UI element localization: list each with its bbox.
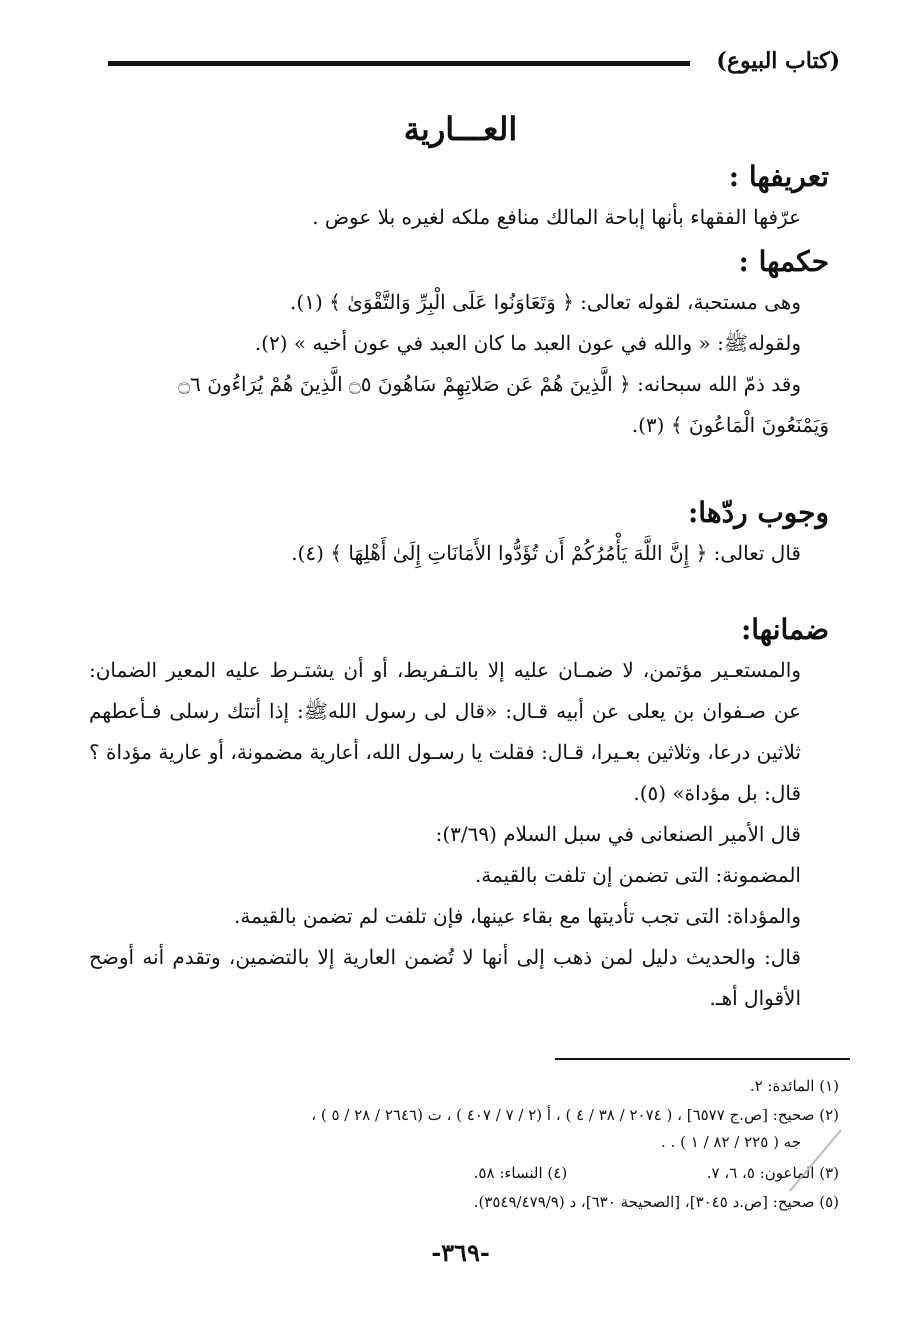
running-header <box>108 48 840 78</box>
liability-line-5: قال الأمير الصنعانى في سبل السلام (٣/٦٩): <box>435 822 801 846</box>
footnote-4: (٤) النساء: ٥٨. <box>473 1164 568 1182</box>
footnote-5: (٥) صحيح: [ص.د ٣٠٤٥]، [الصحيحة ٦٣٠]، د (٣٥٤٩/٤٧٩/٩). <box>473 1193 839 1211</box>
definition-heading: تعريفها : <box>728 160 829 193</box>
liability-paragraph-2: قال: والحديث دليل لمن ذهب إلى أنها لا تُضمن العارية إلا بالتضمين، وتقدم أنه أوضح الأقوال أهـ. <box>89 945 801 1010</box>
footnote-1: (١) المائدة: ٢. <box>749 1077 839 1095</box>
footnotes-3-4 <box>79 1161 839 1186</box>
footnote-2: (٢) صحيح: [ص.ج ٦٥٧٧] ، ( ٢٠٧٤ / ٣٨ / ٤ ) ، أ (٢ / ٧ / ٤٠٧ ) ، ت (٢٦٤٦ / ٢٨ / ٥ ) ، <box>311 1106 839 1124</box>
ruling-line-3: وقد ذمّ الله سبحانه: ﴿ الَّذِينَ هُمْ عَن صَلاتِهِمْ سَاهُونَ ۝٥ الَّذِينَ هُمْ يُرَاءُونَ ۝٦ <box>178 372 801 396</box>
page-number: -٣٦٩- <box>431 1238 490 1267</box>
liability-line-7: والمؤداة: التى تجب تأديتها مع بقاء عينها، فإن تلفت لم تضمن بالقيمة. <box>233 904 801 928</box>
return-heading: وجوب ردّها: <box>687 496 829 529</box>
ruling-heading: حكمها : <box>738 245 829 278</box>
ruling-line-4: وَيَمْنَعُونَ الْمَاعُونَ ﴾ (٣). <box>631 413 829 437</box>
ruling-line-1: وهى مستحبة، لقوله تعالى: ﴿ وَتَعَاوَنُوا عَلَى الْبِرِّ وَالتَّقْوَىٰ ﴾ (١). <box>290 290 801 314</box>
footnote-2-continued: جه ( ٢٢٥ / ٨٢ / ١ ) . . <box>661 1133 801 1151</box>
liability-section <box>89 610 829 1019</box>
header-rule <box>108 61 690 66</box>
liability-paragraph-1: والمستعـير مؤتمن، لا ضمـان عليه إلا بالتـفريط، أو أن يشتـرط عليه المعير الضمان: عن صـفوان بن يعلى عن أبيه قـال: «قال لى رسول اللهﷺ: إذا أتتك رسلى فـأعطهم ثلاثين درعا، وثلاثين بعـيرا، قـال: فقلت يا رسـول الله، أعارية مضمونة، أو عارية مؤداة ؟ قال: بل مؤداة» (٥). <box>89 658 801 805</box>
footnote-3: (٣) الماعون: ٥، ٦، ٧. <box>706 1164 839 1182</box>
ruling-section <box>89 242 829 446</box>
return-text: قال تعالى: ﴿ إِنَّ اللَّهَ يَأْمُرُكُمْ أَن تُؤَدُّوا الأَمَانَاتِ إِلَىٰ أَهْلِهَا ﴾ (٤). <box>291 541 801 565</box>
footnote-rule <box>555 1058 850 1060</box>
liability-heading: ضمانها: <box>740 613 829 646</box>
ruling-line-2: ولقولهﷺ: « والله في عون العبد ما كان العبد في عون أخيه » (٢). <box>254 331 801 355</box>
definition-text: عرّفها الفقهاء بأنها إباحة المالك منافع ملكه لغيره بلا عوض . <box>312 205 801 229</box>
liability-line-6: المضمونة: التى تضمن إن تلفت بالقيمة. <box>474 863 801 887</box>
book-section-title: (كتاب البيوع) <box>716 48 840 74</box>
definition-section <box>89 157 829 238</box>
return-section <box>89 493 829 574</box>
chapter-title: العـــارية <box>403 110 518 148</box>
